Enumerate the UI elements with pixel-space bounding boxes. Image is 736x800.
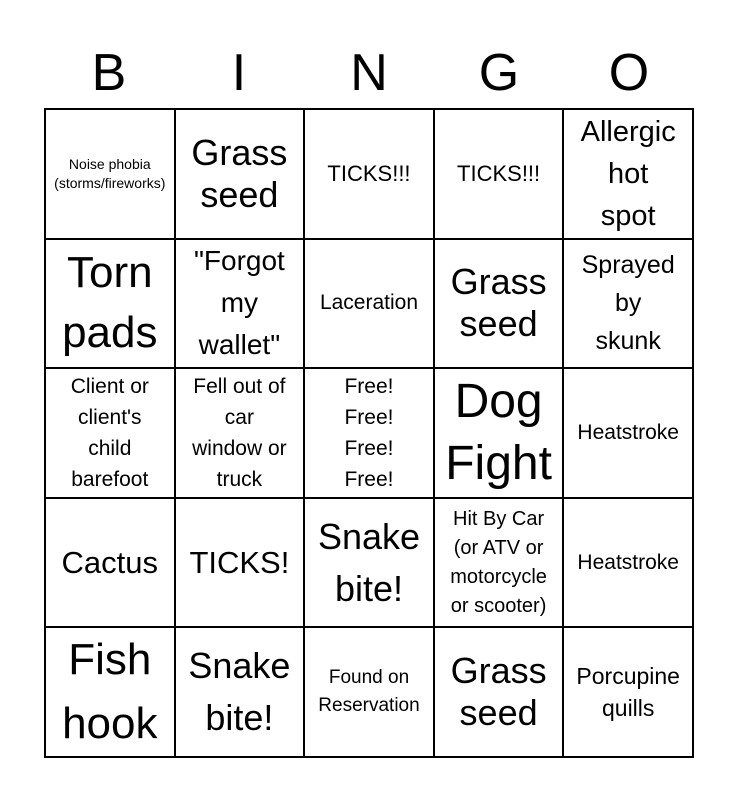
cell-text: Free! Free! Free! Free!: [344, 375, 394, 491]
cell-text: Allergic hot spot: [580, 115, 676, 232]
cell-text: Hit By Car (or ATV or motorcycle or scooter): [450, 507, 547, 617]
bingo-cell[interactable]: [45, 109, 175, 239]
cell-text: Torn pads: [62, 248, 158, 358]
bingo-cell[interactable]: [563, 627, 693, 757]
cell-text: Grass seed: [450, 650, 547, 734]
bingo-cell[interactable]: [175, 239, 305, 369]
bingo-grid: [44, 108, 694, 758]
cell-text: Heatstroke: [577, 550, 679, 574]
bingo-cell[interactable]: [175, 109, 305, 239]
bingo-cell[interactable]: [175, 627, 305, 757]
cell-text: Client or client's child barefoot: [70, 375, 149, 491]
bingo-cell[interactable]: [563, 109, 693, 239]
cell-text: Snake bite!: [188, 645, 291, 739]
bingo-header: [44, 40, 694, 106]
cell-text: Sprayed by skunk: [581, 251, 675, 356]
cell-text: Fish hook: [62, 635, 158, 749]
bingo-cell[interactable]: [434, 627, 564, 757]
cell-text: Grass seed: [191, 131, 288, 215]
header-letter-b: B: [91, 44, 127, 102]
bingo-cell[interactable]: [434, 239, 564, 369]
bingo-cell[interactable]: [563, 498, 693, 628]
cell-text: Porcupine quills: [576, 663, 680, 722]
bingo-cell[interactable]: [304, 109, 434, 239]
bingo-cell[interactable]: [563, 239, 693, 369]
bingo-cell[interactable]: [175, 368, 305, 498]
cell-text: TICKS!!!: [327, 160, 411, 186]
cell-text: Snake bite!: [317, 515, 421, 609]
cell-text: "Forgot my wallet": [193, 245, 285, 361]
cell-text: Laceration: [319, 291, 419, 315]
header-letter-n: N: [350, 44, 388, 102]
bingo-cell[interactable]: [304, 498, 434, 628]
cell-text: Noise phobia (storms/fireworks): [54, 155, 166, 191]
cell-text: Dog Fight: [445, 375, 552, 490]
bingo-cell[interactable]: [45, 498, 175, 628]
bingo-cell[interactable]: [175, 498, 305, 628]
bingo-cell[interactable]: [304, 368, 434, 498]
header-letter-o: O: [608, 44, 650, 102]
cell-text: Cactus: [61, 544, 159, 580]
bingo-cell[interactable]: [45, 368, 175, 498]
bingo-cell[interactable]: [45, 627, 175, 757]
cell-text: TICKS!!!: [457, 160, 541, 186]
bingo-cell[interactable]: [45, 239, 175, 369]
cell-text: Heatstroke: [577, 420, 679, 444]
cell-text: Grass seed: [450, 261, 547, 345]
cell-text: Fell out of car window or truck: [192, 375, 287, 491]
header-letter-i: I: [231, 44, 247, 102]
bingo-cell[interactable]: [304, 627, 434, 757]
bingo-cell[interactable]: [434, 109, 564, 239]
bingo-cell[interactable]: [304, 239, 434, 369]
cell-text: Found on Reservation: [318, 667, 420, 717]
bingo-cell[interactable]: [434, 368, 564, 498]
header-letter-g: G: [478, 44, 520, 102]
cell-text: TICKS!: [189, 544, 290, 580]
bingo-cell[interactable]: [434, 498, 564, 628]
bingo-cell[interactable]: [563, 368, 693, 498]
